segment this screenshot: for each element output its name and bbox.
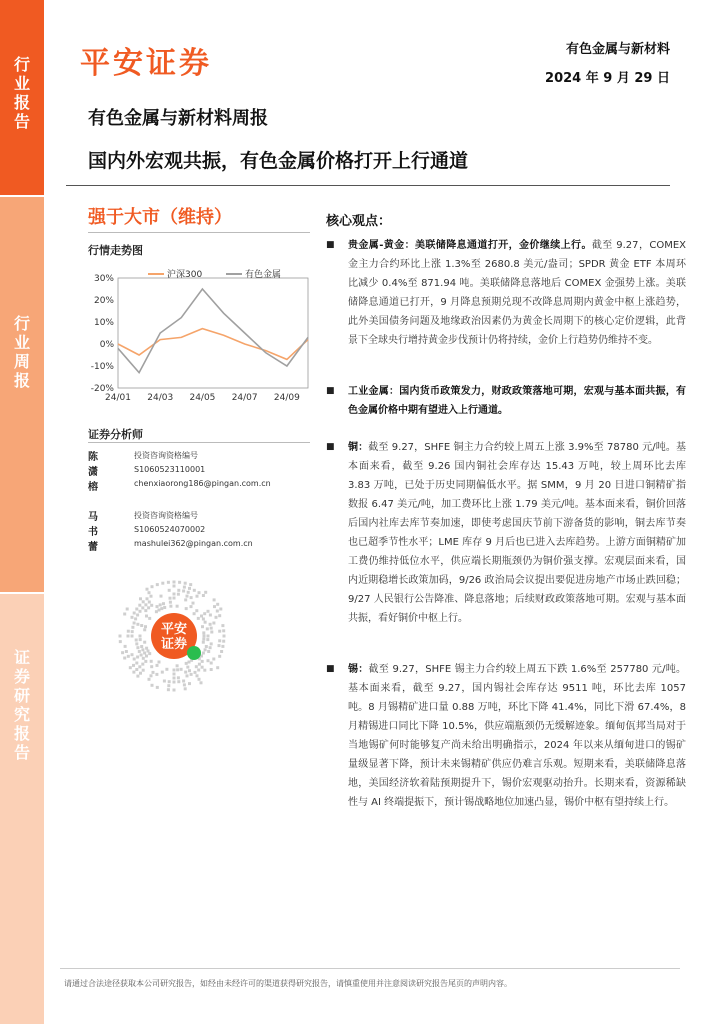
footer-divider	[60, 968, 680, 969]
point-industrial-metals	[348, 382, 686, 420]
series-line-1	[118, 329, 308, 360]
analyst-name: 马书蕾	[88, 512, 98, 553]
analyst-cert-no: S1060523110001	[134, 465, 206, 474]
analyst-cert-label: 投资咨询资格编号	[134, 451, 198, 460]
y-tick-label: 0%	[99, 340, 114, 350]
point-copper	[348, 438, 686, 628]
point-copper-text: 截至 9.27，SHFE 铜主力合约较上周五上涨 3.9%至 78780 元/吨。基本面来看，截至 9.26 国内铜社会库存达 15.43 万吨，较上周环比去库 3.83 万吨，已处于历史同期偏低水平。据 SMM，9 月 20 日进口铜精矿指数报 6.47 美元/吨，加工费环比上涨 1.79 美元/吨。基本面来看，铜价回落后国内社库去库节奏加速，即使考虑国庆节前下游备货的影响，铜去库节奏也已超季节性水平；LME 库存 9 月后也已进入去库趋势。上游方面铜精矿加工费仍维持低位水平，供应端长期瓶颈仍为铜价强支撑。宏观层面来看，国内近期稳增长政策加码，9/26 政治局会议提出要促进房地产市场止跌回稳；9/27 人民银行公告降准、降息落地；后续财政政策落地可期。宏观与基本面共振，看好铜价中枢上行。	[348, 442, 687, 624]
analyst-cert-no: S1060524070002	[134, 525, 206, 534]
company-logo	[80, 42, 212, 81]
x-tick-label: 24/01	[105, 393, 131, 403]
analyst-email[interactable]: chenxiaorong186@pingan.com.cn	[134, 479, 271, 488]
bullet-square-icon: ■	[326, 240, 335, 250]
y-tick-label: -20%	[90, 384, 114, 394]
sidebar	[0, 0, 44, 1024]
analysts-divider	[88, 442, 310, 443]
point-tin	[348, 660, 686, 812]
point-tin-heading: 锡：	[348, 664, 369, 675]
report-date: 2024 年 9 月 29 日	[545, 71, 670, 86]
sidebar-middle-block	[0, 197, 44, 592]
legend-label: 有色金属	[245, 270, 282, 280]
point-gold	[348, 236, 686, 350]
x-tick-label: 24/05	[189, 393, 216, 403]
title-divider	[66, 185, 670, 186]
mini-program-icon	[187, 646, 201, 660]
y-tick-label: 10%	[93, 318, 114, 328]
footer-disclaimer: 请通过合法途径获取本公司研究报告，如经由未经许可的渠道获得研究报告，请慎重使用并注意阅读研究报告尾页的声明内容。	[64, 979, 512, 988]
header-category: 有色金属与新材料	[565, 42, 670, 57]
core-view-title: 核心观点：	[326, 214, 392, 229]
header-right	[545, 38, 670, 86]
industry-rating: 强于大市（维持）	[88, 207, 232, 228]
logo-text: 平安证券	[80, 46, 212, 81]
point-industrial-heading: 工业金属：国内货币政策发力，财政政策落地可期，宏观与基本面共振，有色金属价格中期有望进入上行通道。	[348, 386, 686, 416]
point-gold-heading: 贵金属-黄金：美联储降息通道打开，金价继续上行。	[348, 240, 592, 251]
point-gold-text: 截至 9.27，COMEX 金主力合约环比上涨 1.3%至 2680.8 美元/盎司；SPDR 黄金 ETF 本周环比减少 0.4%至 871.94 吨。美联储降息落地后 COMEX 金强势上涨。美联储降息通道已打开，9 月降息预期兑现不改降息周期内黄金中枢上涨趋势，此外美国债务问题及地缘政治因素仍为黄金长周期下的核心定价逻辑，此背景下全球央行增持黄金步伐预计仍将持续，金价上行趋势仍维持不变。	[348, 240, 686, 346]
market-trend-chart	[84, 262, 314, 412]
sidebar-report-kind: 行 业 周 报	[13, 314, 30, 390]
analyst-email[interactable]: mashulei362@pingan.com.cn	[134, 539, 253, 548]
sidebar-research-label: 证 券 研 究 报 告	[13, 648, 30, 762]
x-tick-label: 24/07	[231, 393, 258, 403]
chart-frame	[118, 278, 308, 388]
analyst-name: 陈潇榕	[88, 452, 98, 493]
x-tick-label: 24/09	[273, 393, 300, 403]
legend-label: 沪深300	[167, 270, 203, 280]
y-tick-label: 20%	[93, 296, 114, 306]
analyst-cert-label: 投资咨询资格编号	[134, 511, 198, 520]
point-copper-heading: 铜：	[348, 442, 369, 453]
bullet-square-icon: ■	[326, 664, 335, 674]
series-line-2	[118, 289, 308, 373]
analysts-section-label: 证券分析师	[88, 428, 143, 441]
qr-logo-line2: 证券	[160, 637, 188, 652]
rating-divider	[88, 232, 310, 233]
bullet-square-icon: ■	[326, 386, 335, 396]
report-subtitle: 有色金属与新材料周报	[88, 108, 268, 129]
mini-program-qr-code[interactable]	[114, 576, 234, 696]
qr-logo-line1: 平安	[160, 622, 188, 637]
chart-section-label: 行情走势图	[88, 244, 143, 257]
report-title: 国内外宏观共振，有色金属价格打开上行通道	[88, 150, 469, 172]
y-tick-label: -10%	[90, 362, 114, 372]
x-tick-label: 24/03	[147, 393, 174, 403]
y-tick-label: 30%	[93, 274, 114, 284]
point-tin-text: 截至 9.27，SHFE 锡主力合约较上周五下跌 1.6%至 257780 元/吨。基本面来看，截至 9.27，国内锡社会库存达 9511 吨，环比去库 1057 吨。8 月锡精矿进口量 0.88 万吨，环比下降 41.4%，同比下滑 67.4%，8 月精锡进口同比下降 10.5%，供应端瓶颈仍无缓解迹象。缅甸佤邦当局对于当地锡矿何时能够复产尚未给出明确指示，2024 年以来从缅甸进口的锡矿量级显著下降，预计未来锡精矿供应仍难言乐观。短期来看，美联储降息落地，美国经济软着陆预期提升下，锡价宏观驱动抬升。长期来看，资源稀缺性与 AI 终端提振下，预计锡战略地位加速凸显，锡价中枢有望持续上行。	[348, 664, 686, 808]
bullet-square-icon: ■	[326, 442, 335, 452]
sidebar-report-type: 行 业 报 告	[13, 55, 30, 131]
